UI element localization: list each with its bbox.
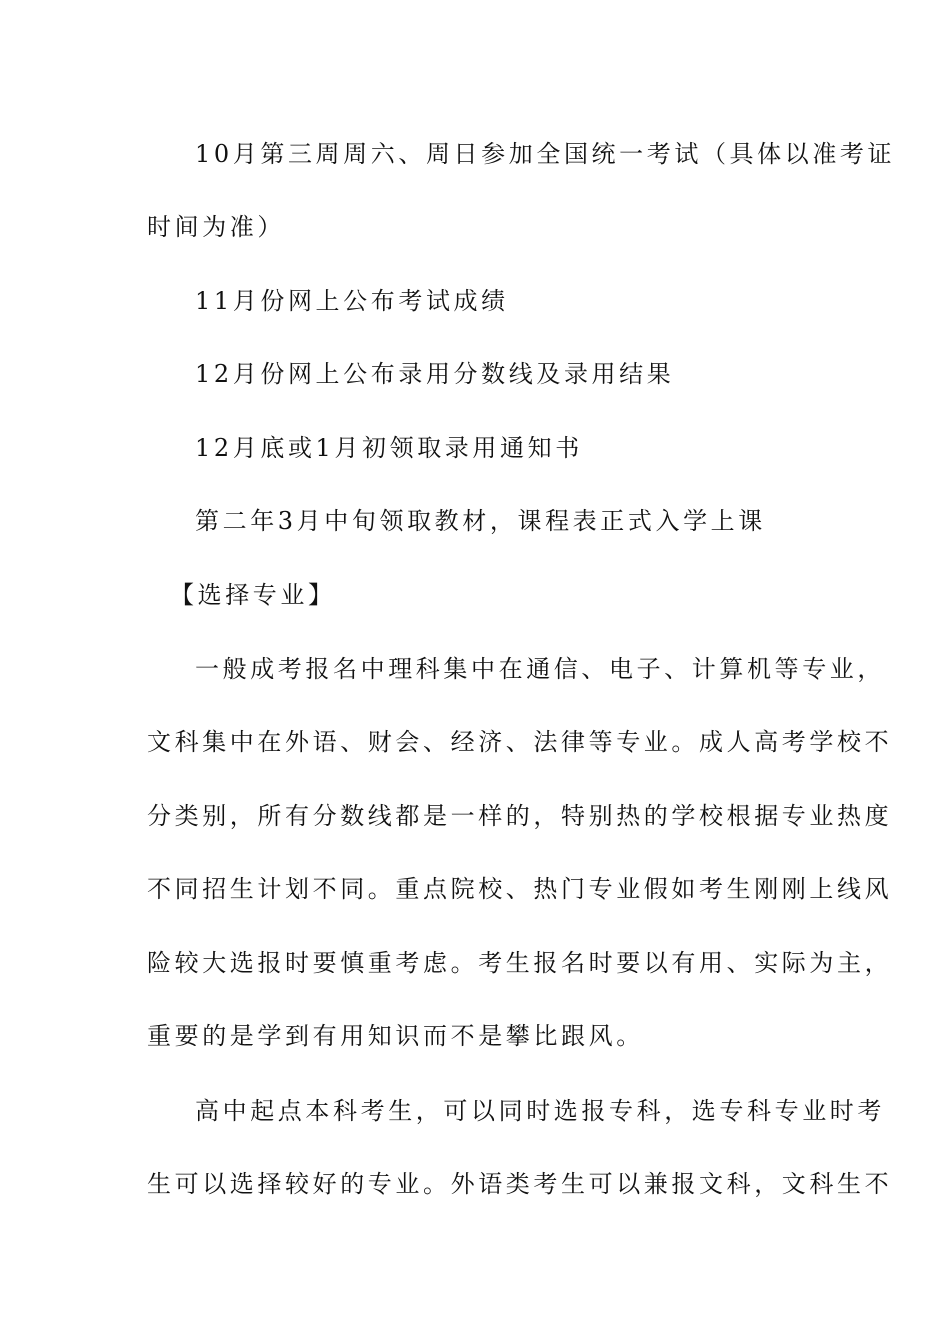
text-line: 文科集中在外语、财会、经济、法律等专业。成人高考学校不 [147, 728, 893, 756]
text-line: 生可以选择较好的专业。外语类考生可以兼报文科，文科生不 [147, 1170, 893, 1198]
text-line: 12月底或1月初领取录用通知书 [195, 434, 583, 462]
text-line: 11月份网上公布考试成绩 [195, 287, 509, 315]
text-line: 10月第三周周六、周日参加全国统一考试（具体以准考证 [195, 140, 896, 168]
text-line: 不同招生计划不同。重点院校、热门专业假如考生刚刚上线风 [147, 875, 893, 903]
text-line: 险较大选报时要慎重考虑。考生报名时要以有用、实际为主， [147, 949, 893, 977]
text-line: 高中起点本科考生，可以同时选报专科，选专科专业时考 [195, 1097, 885, 1125]
text-line: 分类别，所有分数线都是一样的，特别热的学校根据专业热度 [147, 802, 893, 830]
text-line: 重要的是学到有用知识而不是攀比跟风。 [147, 1022, 644, 1050]
text-line: 时间为准） [147, 213, 285, 241]
text-line: 一般成考报名中理科集中在通信、电子、计算机等专业， [195, 655, 885, 683]
text-line: 12月份网上公布录用分数线及录用结果 [195, 360, 675, 388]
text-line: 第二年3月中旬领取教材，课程表正式入学上课 [195, 507, 766, 535]
section-heading: 【选择专业】 [170, 581, 336, 609]
